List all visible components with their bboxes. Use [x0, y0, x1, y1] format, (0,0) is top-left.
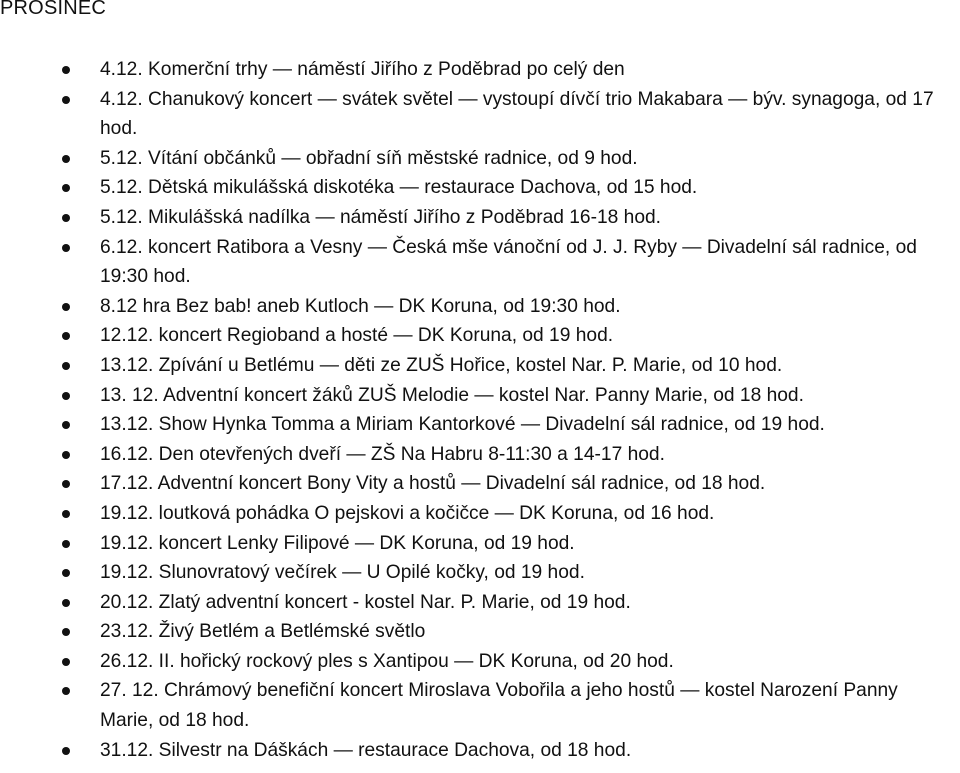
- event-item: [62, 676, 952, 735]
- event-text: 5.12. Vítání občánků — obřadní síň městské radnice, od 9 hod.: [100, 147, 638, 169]
- event-item: [62, 499, 952, 529]
- event-item: [62, 469, 952, 499]
- bullet-icon: [62, 332, 70, 340]
- event-item: [62, 351, 952, 381]
- event-item: [62, 440, 952, 470]
- bullet-icon: [62, 480, 70, 488]
- event-text: 19.12. koncert Lenky Filipové — DK Koruna, od 19 hod.: [100, 532, 575, 554]
- bullet-icon: [62, 392, 70, 400]
- bullet-icon: [62, 451, 70, 459]
- event-item: [62, 173, 952, 203]
- bullet-icon: [62, 303, 70, 311]
- bullet-icon: [62, 96, 70, 104]
- event-item: [62, 233, 952, 292]
- bullet-icon: [62, 569, 70, 577]
- event-text: 13. 12. Adventní koncert žáků ZUŠ Melodie — kostel Nar. Panny Marie, od 18 hod.: [100, 384, 804, 406]
- bullet-icon: [62, 184, 70, 192]
- event-text: 4.12. Komerční trhy — náměstí Jiřího z Poděbrad po celý den: [100, 59, 625, 80]
- event-text: 31.12. Silvestr na Dáškách — restaurace Dachova, od 18 hod.: [100, 739, 632, 761]
- event-item: [62, 529, 952, 559]
- event-item: [62, 736, 952, 766]
- event-text: 4.12. Chanukový koncert — svátek světel — vystoupí dívčí trio Makabara — býv. synagoga, od 17 hod.: [100, 88, 934, 140]
- event-item: [62, 381, 952, 411]
- bullet-icon: [62, 747, 70, 755]
- event-item: [62, 203, 952, 233]
- event-list: [62, 55, 952, 765]
- event-text: 6.12. koncert Ratibora a Vesny — Česká mše vánoční od J. J. Ryby — Divadelní sál radnice, od 19:30 hod.: [100, 236, 917, 288]
- event-text: 26.12. II. hořický rockový ples s Xantipou — DK Koruna, od 20 hod.: [100, 650, 674, 672]
- event-item: [62, 144, 952, 174]
- event-item: [62, 55, 952, 85]
- bullet-icon: [62, 510, 70, 518]
- event-text: 12.12. koncert Regioband a hosté — DK Koruna, od 19 hod.: [100, 325, 614, 347]
- event-text: 19.12. Slunovratový večírek — U Opilé kočky, od 19 hod.: [100, 562, 585, 584]
- event-text: 13.12. Zpívání u Betlému — děti ze ZUŠ Hořice, kostel Nar. P. Marie, od 10 hod.: [100, 354, 783, 376]
- bullet-icon: [62, 658, 70, 666]
- event-text: 16.12. Den otevřených dveří — ZŠ Na Habru 8-11:30 a 14-17 hod.: [100, 443, 665, 465]
- event-text: 20.12. Zlatý adventní koncert - kostel Nar. P. Marie, od 19 hod.: [100, 591, 631, 613]
- bullet-icon: [62, 599, 70, 607]
- event-item: [62, 292, 952, 322]
- event-text: 27. 12. Chrámový benefiční koncert Miroslava Vobořila a jeho hostů — kostel Narození Panny Marie, od 18 hod.: [100, 680, 898, 732]
- bullet-icon: [62, 687, 70, 695]
- event-text: 13.12. Show Hynka Tomma a Miriam Kantorkové — Divadelní sál radnice, od 19 hod.: [100, 414, 825, 436]
- event-item: [62, 558, 952, 588]
- bullet-icon: [62, 421, 70, 429]
- event-text: 23.12. Živý Betlém a Betlémské světlo: [100, 621, 426, 643]
- bullet-icon: [62, 66, 70, 74]
- bullet-icon: [62, 244, 70, 252]
- event-item: [62, 647, 952, 677]
- bullet-icon: [62, 628, 70, 636]
- event-text: 8.12 hra Bez bab! aneb Kutloch — DK Koruna, od 19:30 hod.: [100, 295, 621, 317]
- bullet-icon: [62, 214, 70, 222]
- event-text: 5.12. Dětská mikulášská diskotéka — restaurace Dachova, od 15 hod.: [100, 177, 698, 199]
- event-item: [62, 588, 952, 618]
- event-item: [62, 617, 952, 647]
- month-heading: PROSINEC: [0, 0, 107, 19]
- event-text: 5.12. Mikulášská nadílka — náměstí Jiřího z Poděbrad 16-18 hod.: [100, 206, 662, 228]
- event-item: [62, 85, 952, 144]
- bullet-icon: [62, 540, 70, 548]
- bullet-icon: [62, 362, 70, 370]
- bullet-icon: [62, 155, 70, 163]
- event-text: 17.12. Adventní koncert Bony Vity a hostů — Divadelní sál radnice, od 18 hod.: [100, 473, 766, 495]
- event-text: 19.12. loutková pohádka O pejskovi a kočičce — DK Koruna, od 16 hod.: [100, 502, 715, 524]
- event-item: [62, 410, 952, 440]
- event-item: [62, 321, 952, 351]
